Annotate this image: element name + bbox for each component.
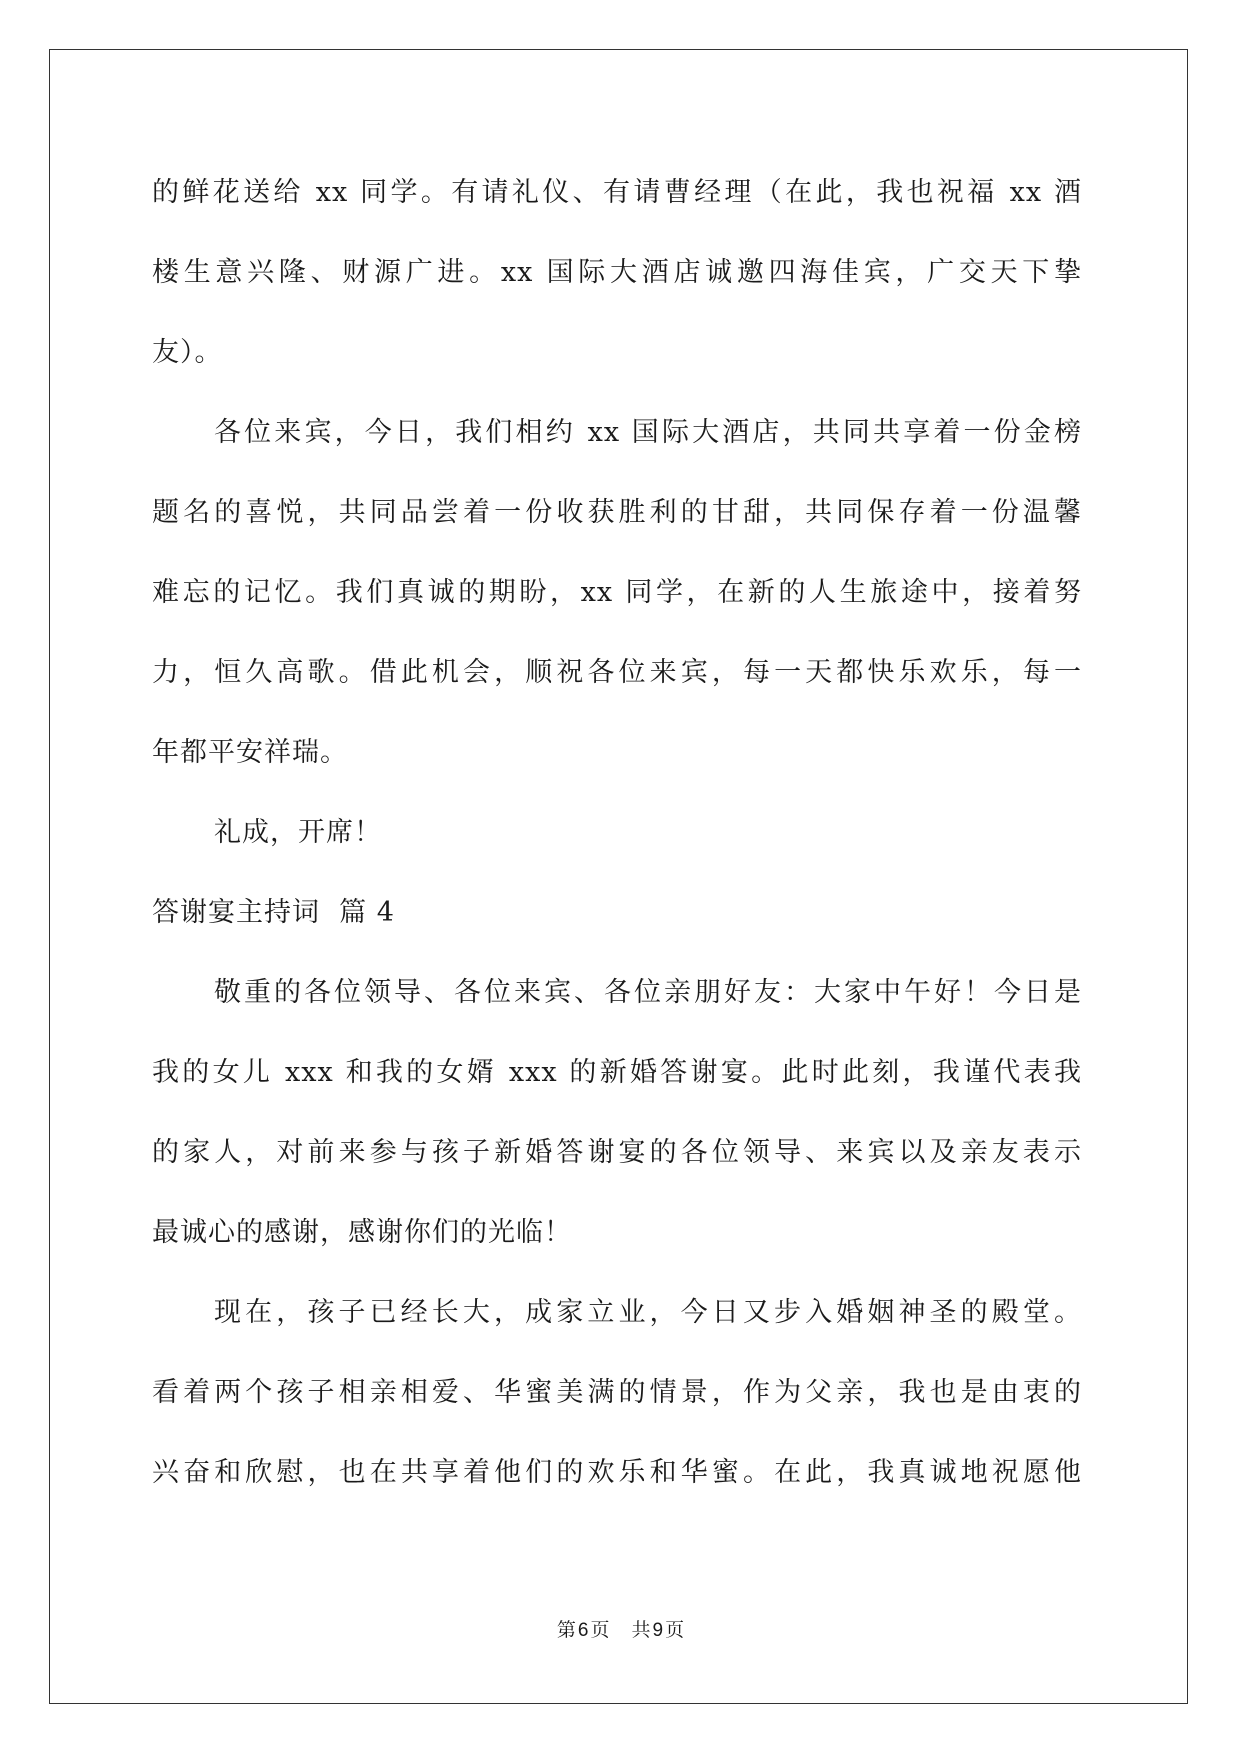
text-line: 最诚心的感谢，感谢你们的光临！ xyxy=(152,1217,572,1248)
paragraph-start-line: 礼成，开席！ xyxy=(214,817,382,848)
page-prefix: 第 xyxy=(556,1619,576,1641)
section-heading: 答谢宴主持词 篇 4 xyxy=(152,897,395,928)
text-line: 题名的喜悦，共同品尝着一份收获胜利的甘甜，共同保存着一份温馨 xyxy=(152,497,1082,528)
text-line: 看着两个孩子相亲相爱、华蜜美满的情景，作为父亲，我也是由衷的 xyxy=(152,1377,1082,1408)
text-line: 友）。 xyxy=(152,337,223,368)
text-line: 年都平安祥瑞。 xyxy=(152,737,348,768)
total-suffix: 页 xyxy=(665,1619,685,1641)
page-footer xyxy=(0,1618,1241,1643)
text-line: 兴奋和欣慰，也在共享着他们的欢乐和华蜜。在此，我真诚地祝愿他 xyxy=(152,1457,1082,1488)
paragraph-start-line: 各位来宾，今日，我们相约 xx 国际大酒店，共同共享着一份金榜 xyxy=(214,417,1082,448)
total-prefix: 共 xyxy=(631,1619,651,1641)
text-line: 力，恒久高歌。借此机会，顺祝各位来宾，每一天都快乐欢乐，每一 xyxy=(152,657,1082,688)
total-pages: 9 xyxy=(652,1620,664,1641)
text-line: 楼生意兴隆、财源广进。xx 国际大酒店诚邀四海佳宾，广交天下挚 xyxy=(152,257,1082,288)
paragraph-start-line: 现在，孩子已经长大，成家立业，今日又步入婚姻神圣的殿堂。 xyxy=(214,1297,1082,1328)
text-line: 我的女儿 xxx 和我的女婿 xxx 的新婚答谢宴。此时此刻，我谨代表我 xyxy=(152,1057,1082,1088)
text-line: 的家人，对前来参与孩子新婚答谢宴的各位领导、来宾以及亲友表示 xyxy=(152,1137,1082,1168)
page-number: 6 xyxy=(577,1620,589,1641)
text-line: 的鲜花送给 xx 同学。有请礼仪、有请曹经理（在此，我也祝福 xx 酒 xyxy=(152,177,1082,208)
text-line: 难忘的记忆。我们真诚的期盼，xx 同学，在新的人生旅途中，接着努 xyxy=(152,577,1082,608)
page-suffix: 页 xyxy=(590,1619,610,1641)
paragraph-start-line: 敬重的各位领导、各位来宾、各位亲朋好友：大家中午好！今日是 xyxy=(214,977,1082,1008)
